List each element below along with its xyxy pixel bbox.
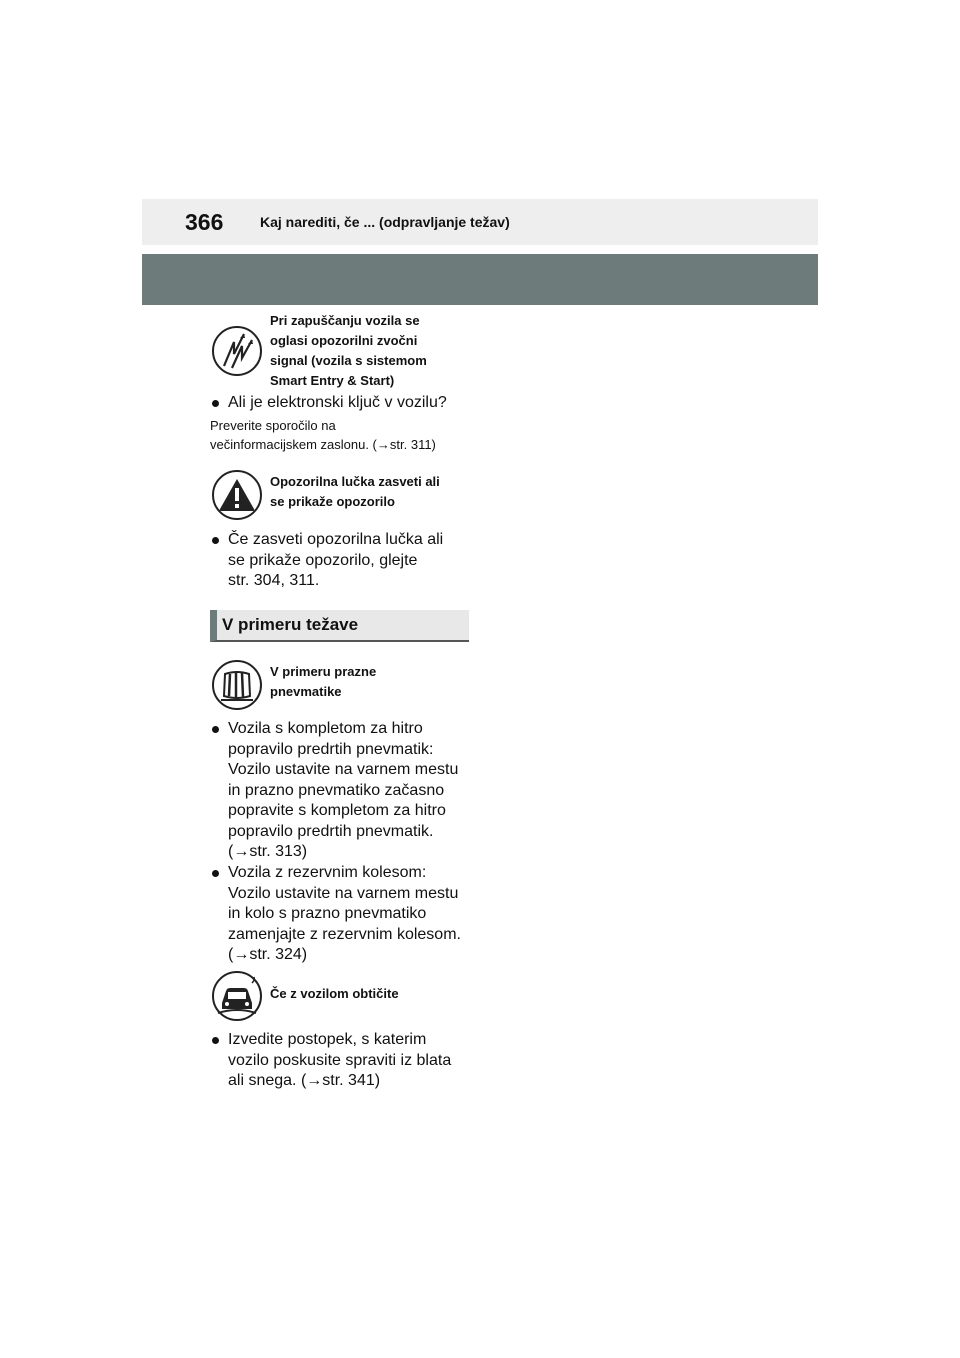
bullet-spare-wheel bbox=[212, 863, 472, 966]
bullet-dot bbox=[212, 726, 219, 733]
warning-triangle-icon bbox=[212, 470, 262, 520]
bullet-warning bbox=[212, 530, 472, 592]
note-text: Preverite sporočilo na večinformacijskem zaslonu. (→str. 311) bbox=[210, 418, 436, 452]
bullet-dot bbox=[212, 1037, 219, 1044]
section-header bbox=[210, 610, 469, 642]
stuck-car-icon bbox=[212, 971, 262, 1021]
item-label: Pri zapuščanju vozila se oglasi opozorilni zvočni signal (vozila s sistemom Smart Entry & Start) bbox=[270, 313, 427, 388]
bullet-text: Če zasveti opozorilna lučka ali se prikaže opozorilo, glejte str. 304, 311. bbox=[228, 531, 444, 589]
bullet-key-in-car bbox=[212, 393, 472, 414]
bullet-text: Vozila s kompletom za hitro popravilo predrtih pnevmatik: Vozilo ustavite na varnem mestu in prazno pnevmatiko začasno popravite s kompletom za hitro popravilo predrtih pnevmatik. (→str. 313) bbox=[228, 720, 459, 860]
bullet-text: Izvedite postopek, s katerim vozilo poskusite spraviti iz blata ali snega. (→str. 341) bbox=[228, 1031, 452, 1089]
bullet-stuck bbox=[212, 1030, 472, 1092]
item-label: Opozorilna lučka zasveti ali se prikaže opozorilo bbox=[270, 474, 440, 509]
bullet-text: Ali je elektronski ključ v vozilu? bbox=[228, 394, 447, 411]
header-band bbox=[142, 254, 818, 305]
bullet-dot bbox=[212, 537, 219, 544]
item-label: Če z vozilom obtičite bbox=[270, 986, 399, 1001]
item-label: V primeru prazne pnevmatike bbox=[270, 664, 377, 699]
flat-tire-icon bbox=[212, 660, 262, 710]
key-signal-icon bbox=[212, 326, 262, 376]
bullet-dot bbox=[212, 400, 219, 407]
page-number: 366 bbox=[185, 209, 224, 235]
page-header bbox=[142, 199, 818, 245]
bullet-text: Vozila z rezervnim kolesom: Vozilo ustavite na varnem mestu in kolo s prazno pnevmatiko zamenjajte z rezervnim kolesom. (→str. 324) bbox=[228, 864, 461, 963]
section-title: V primeru težave bbox=[222, 615, 359, 634]
bullet-repair-kit bbox=[212, 719, 472, 863]
chapter-title: Kaj narediti, če ... (odpravljanje težav) bbox=[260, 214, 510, 230]
bullet-dot bbox=[212, 870, 219, 877]
